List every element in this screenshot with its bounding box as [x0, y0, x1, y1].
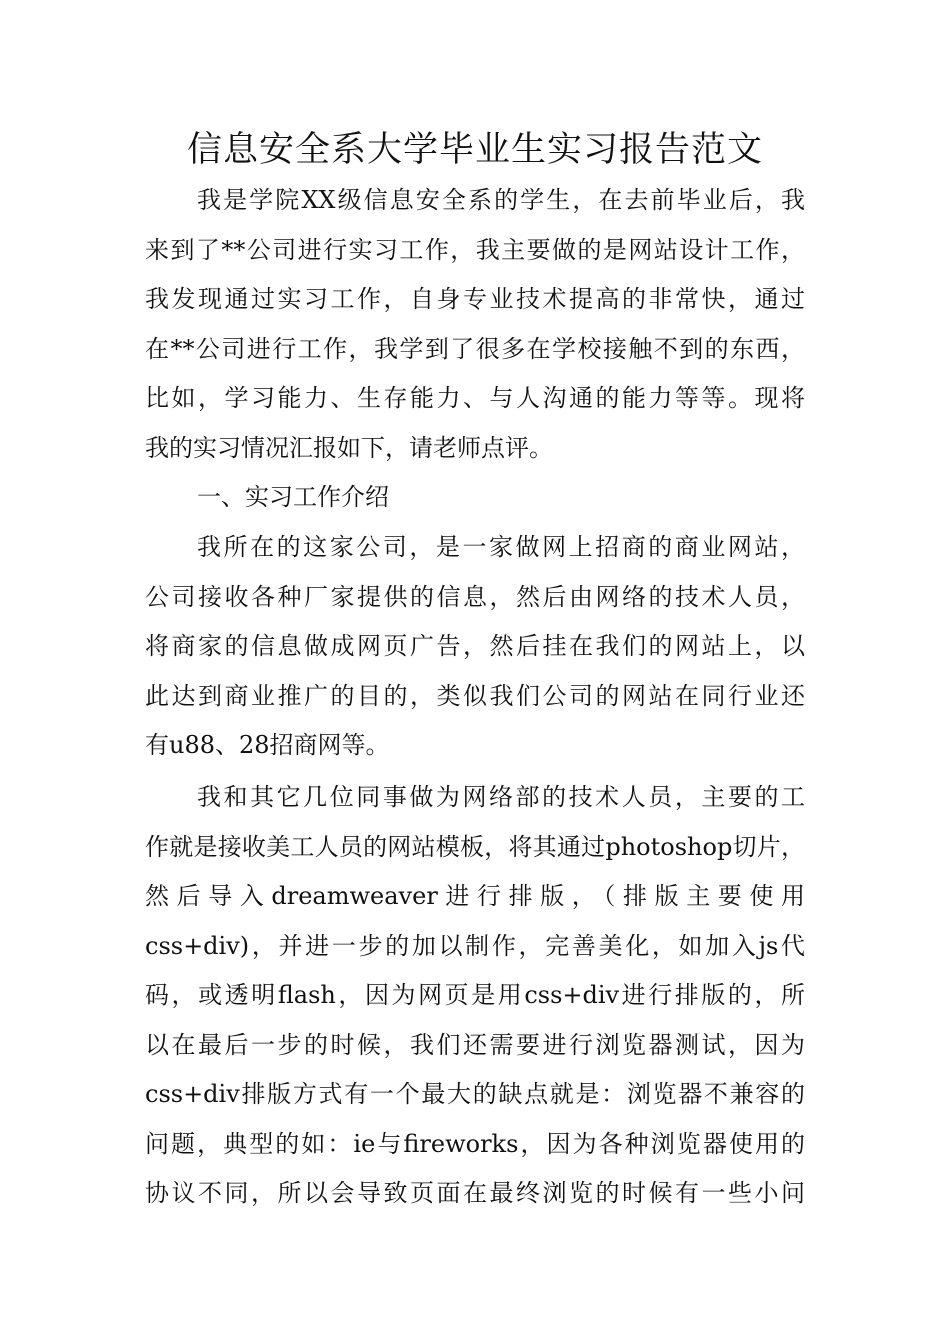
paragraph-line: 问题，典型的如：ie与fireworks，因为各种浏览器使用的	[145, 1130, 805, 1158]
paragraph-line: 码，或透明flash，因为网页是用css+div进行排版的，所	[145, 981, 805, 1009]
paragraph-line: 然后导入dreamweaver进行排版，（排版主要使用	[145, 882, 805, 910]
paragraph-line: css+div)，并进一步的加以制作，完善美化，如加入js代	[145, 932, 805, 960]
paragraph-line: 公司接收各种厂家提供的信息，然后由网络的技术人员，	[145, 583, 805, 611]
paragraph-line: 比如，学习能力、生存能力、与人沟通的能力等等。现将	[145, 384, 805, 412]
paragraph-line: 来到了**公司进行实习工作，我主要做的是网站设计工作，	[145, 236, 805, 264]
paragraph-line: 我是学院XX级信息安全系的学生，在去前毕业后，我	[197, 186, 805, 214]
paragraph-line: 作就是接收美工人员的网站模板，将其通过photoshop切片，	[145, 833, 805, 861]
document-title: 信息安全系大学毕业生实习报告范文	[186, 130, 763, 170]
paragraph-line: css+div排版方式有一个最大的缺点就是：浏览器不兼容的	[145, 1080, 805, 1108]
paragraph-line: 我和其它几位同事做为网络部的技术人员，主要的工	[197, 783, 805, 811]
section-heading: 一、实习工作介绍	[197, 483, 389, 511]
paragraph-line: 以在最后一步的时候，我们还需要进行浏览器测试，因为	[145, 1031, 805, 1059]
paragraph-line: 此达到商业推广的目的，类似我们公司的网站在同行业还	[145, 682, 805, 710]
paragraph-line: 我发现通过实习工作，自身专业技术提高的非常快，通过	[145, 285, 805, 313]
paragraph-line: 在**公司进行工作，我学到了很多在学校接触不到的东西，	[145, 335, 805, 363]
paragraph-line: 将商家的信息做成网页广告，然后挂在我们的网站上，以	[145, 632, 805, 660]
paragraph-line: 我的实习情况汇报如下，请老师点评。	[145, 434, 553, 462]
paragraph-line: 有u88、28招商网等。	[145, 731, 390, 759]
paragraph-line: 我所在的这家公司，是一家做网上招商的商业网站，	[197, 533, 805, 561]
paragraph-line: 协议不同，所以会导致页面在最终浏览的时候有一些小问	[145, 1179, 805, 1207]
